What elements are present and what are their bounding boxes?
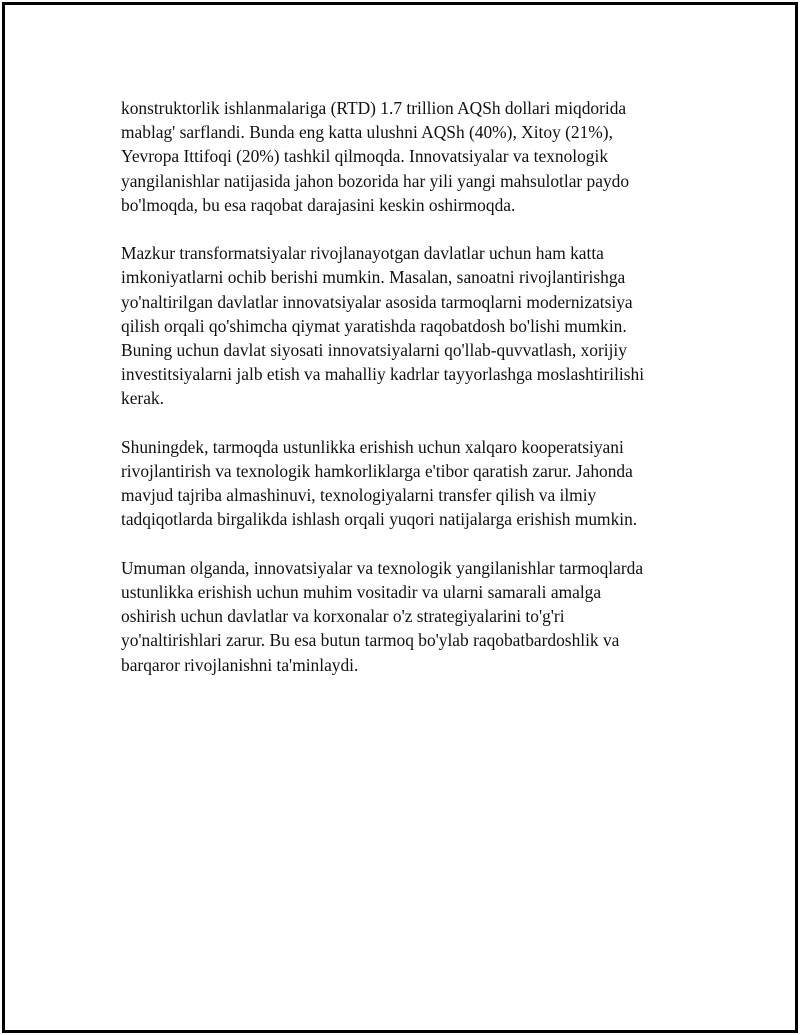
paragraph-rtd-funding: konstruktorlik ishlanmalariga (RTD) 1.7 trillion AQSh dollari miqdorida mablag' sarflandi. Bunda eng katta ulushni AQSh (40%), Xitoy (21%), Yevropa Ittifoqi (20%) tashkil qilmoqda. Innovatsiyalar va texnologik yangilanishlar natijasida jahon bozorida har yili yangi mahsulotlar paydo bo'lmoqda, bu esa raqobat darajasini keskin oshirmoqda. bbox=[121, 98, 630, 215]
paragraph-international-cooperation: Shuningdek, tarmoqda ustunlikka erishish uchun xalqaro kooperatsiyani rivojlantirish va texnologik hamkorliklarga e'tibor qaratish zarur. Jahonda mavjud tajriba almashinuvi, texnologiyalarni transfer qilish va ilmiy tadqiqotlarda birgalikda ishlash orqali yuqori natijalarga erishish mumkin. bbox=[121, 436, 638, 530]
document-body bbox=[121, 96, 681, 701]
paragraph-conclusion: Umuman olganda, innovatsiyalar va texnologik yangilanishlar tarmoqlarda ustunlikka erishish uchun muhim vositadir va ularni samarali amalga oshirish uchun davlatlar va korxonalar o'z strategiyalarini to'g'ri yo'naltirishlari zarur. Bu esa butun tarmoq bo'ylab raqobatbardoshlik va barqaror rivojlanishni ta'minlaydi. bbox=[121, 557, 644, 675]
paragraph-developing-countries: Mazkur transformatsiyalar rivojlanayotgan davlatlar uchun ham katta imkoniyatlarni ochib berishi mumkin. Masalan, sanoatni rivojlantirishga yo'naltirilgan davlatlar innovatsiyalar asosida tarmoqlarni modernizatsiya qilish orqali qo'shimcha qiymat yaratishda raqobatdosh bo'lishi mumkin. Buning uchun davlat siyosati innovatsiyalarni qo'llab-quvvatlash, xorijiy investitsiyalarni jalb etish va mahalliy kadrlar tayyorlashga moslashtirilishi kerak. bbox=[121, 243, 645, 409]
document-page bbox=[2, 2, 798, 1033]
